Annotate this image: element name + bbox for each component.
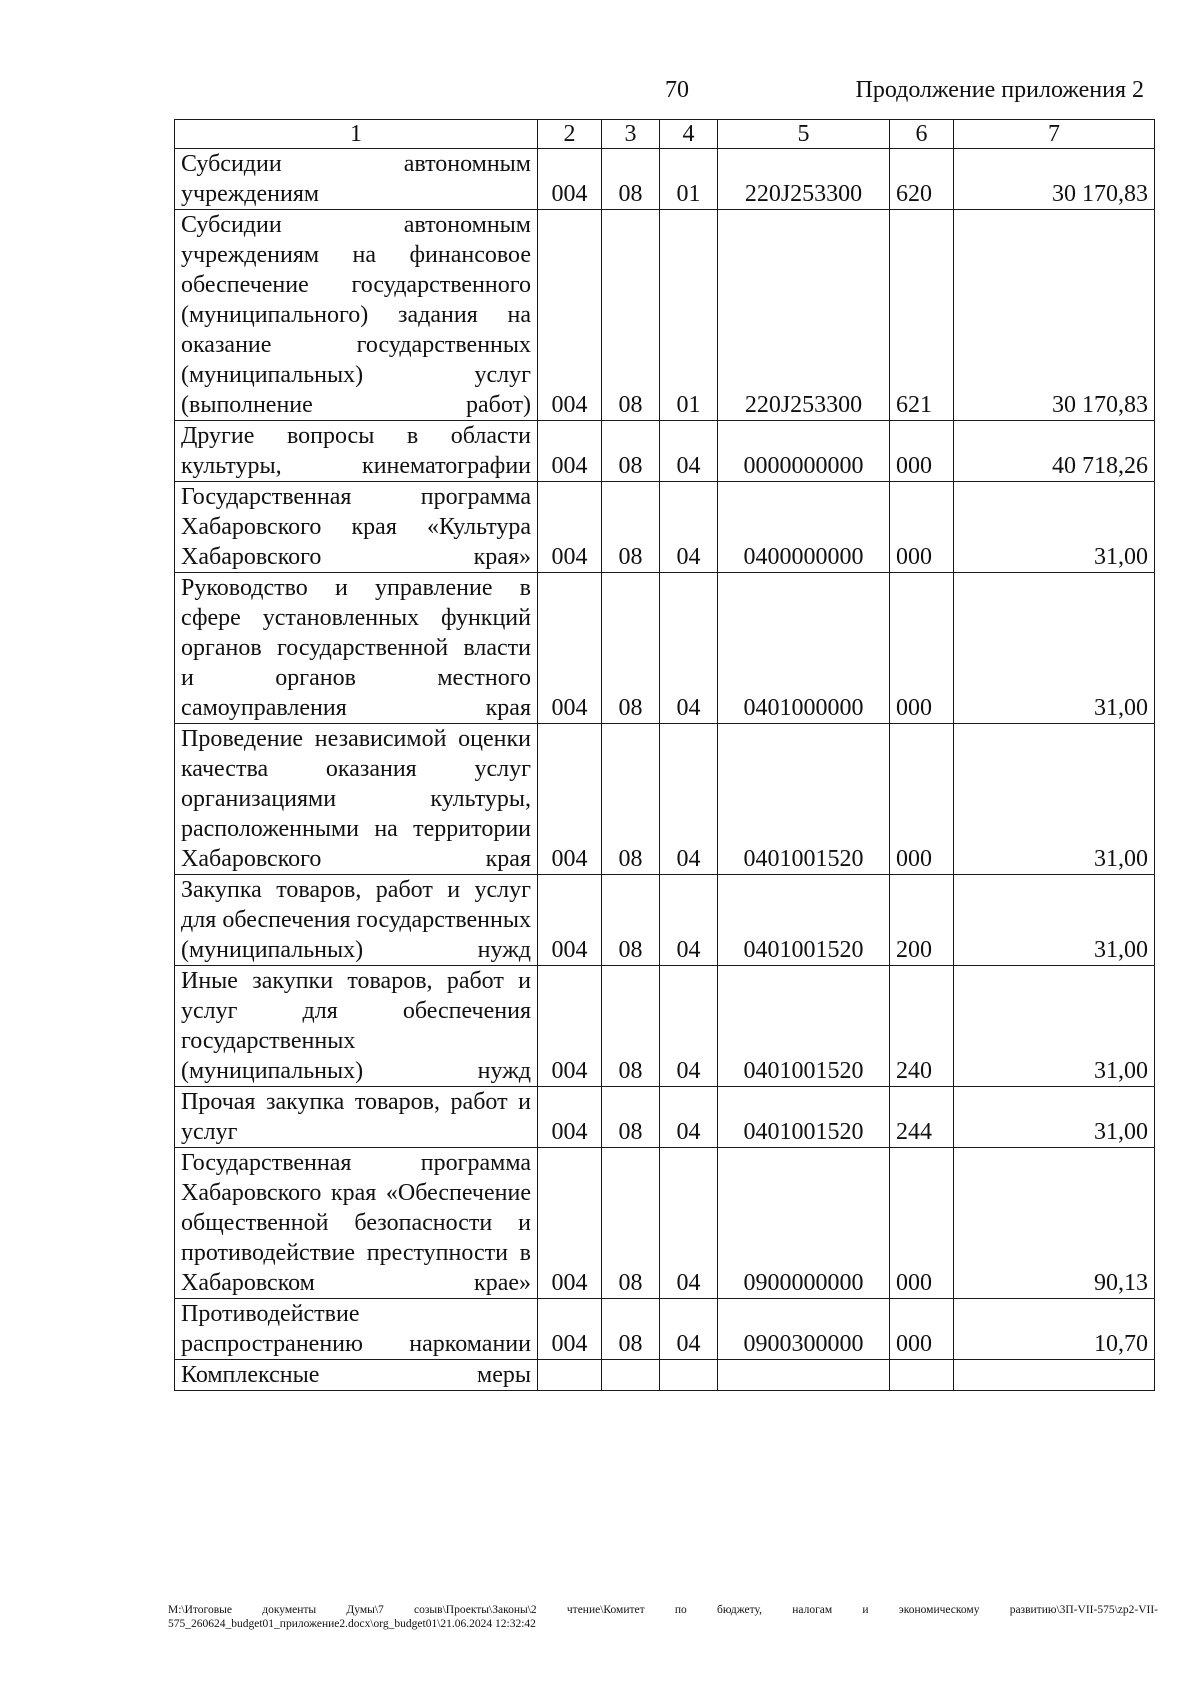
row-code-4: 01 bbox=[660, 149, 718, 210]
row-code-2: 004 bbox=[538, 421, 602, 482]
row-code-6: 000 bbox=[890, 482, 954, 573]
table-row bbox=[175, 149, 1155, 210]
row-code-5: 0900300000 bbox=[718, 1299, 890, 1360]
row-name: Противодействие распространению наркомании bbox=[175, 1299, 538, 1360]
row-code-4: 04 bbox=[660, 482, 718, 573]
row-amount: 30 170,83 bbox=[954, 210, 1155, 421]
table-row bbox=[175, 1148, 1155, 1299]
row-code-5: 220J253300 bbox=[718, 149, 890, 210]
row-amount: 31,00 bbox=[954, 1087, 1155, 1148]
row-code-5: 0401001520 bbox=[718, 875, 890, 966]
row-code-3: 08 bbox=[602, 966, 660, 1087]
table-row bbox=[175, 421, 1155, 482]
row-code-3: 08 bbox=[602, 724, 660, 875]
table-row bbox=[175, 1087, 1155, 1148]
row-name: Закупка товаров, работ и услуг для обеспечения государственных (муниципальных) нужд bbox=[175, 875, 538, 966]
row-code-3: 08 bbox=[602, 1299, 660, 1360]
row-code-4: 04 bbox=[660, 1148, 718, 1299]
row-code-5: 220J253300 bbox=[718, 210, 890, 421]
row-code-6: 000 bbox=[890, 573, 954, 724]
row-code-2 bbox=[538, 1360, 602, 1391]
row-code-6: 000 bbox=[890, 421, 954, 482]
row-code-5: 0000000000 bbox=[718, 421, 890, 482]
page-number: 70 bbox=[665, 77, 689, 103]
row-amount: 31,00 bbox=[954, 966, 1155, 1087]
row-code-4: 04 bbox=[660, 966, 718, 1087]
row-amount: 90,13 bbox=[954, 1148, 1155, 1299]
column-header-7: 7 bbox=[954, 120, 1155, 149]
table-row bbox=[175, 875, 1155, 966]
row-code-2: 004 bbox=[538, 149, 602, 210]
row-name: Прочая закупка товаров, работ и услуг bbox=[175, 1087, 538, 1148]
row-amount: 30 170,83 bbox=[954, 149, 1155, 210]
table-row bbox=[175, 724, 1155, 875]
row-code-3: 08 bbox=[602, 875, 660, 966]
table-row bbox=[175, 573, 1155, 724]
row-name: Субсидии автономным учреждениям на финансовое обеспечение государственного (муниципального) задания на оказание государственных (муниципальных) услуг (выполнение работ) bbox=[175, 210, 538, 421]
row-code-3: 08 bbox=[602, 482, 660, 573]
row-amount: 10,70 bbox=[954, 1299, 1155, 1360]
column-header-4: 4 bbox=[660, 120, 718, 149]
column-header-2: 2 bbox=[538, 120, 602, 149]
column-header-3: 3 bbox=[602, 120, 660, 149]
row-amount: 40 718,26 bbox=[954, 421, 1155, 482]
column-header-1: 1 bbox=[175, 120, 538, 149]
row-code-3 bbox=[602, 1360, 660, 1391]
row-name: Руководство и управление в сфере установленных функций органов государственной власти и органов местного самоуправления края bbox=[175, 573, 538, 724]
row-amount: 31,00 bbox=[954, 724, 1155, 875]
table-row bbox=[175, 210, 1155, 421]
row-name: Иные закупки товаров, работ и услуг для обеспечения государственных (муниципальных) нужд bbox=[175, 966, 538, 1087]
row-code-3: 08 bbox=[602, 421, 660, 482]
row-code-5: 0401001520 bbox=[718, 1087, 890, 1148]
row-code-3: 08 bbox=[602, 210, 660, 421]
row-code-5 bbox=[718, 1360, 890, 1391]
row-code-4: 04 bbox=[660, 573, 718, 724]
row-code-6: 200 bbox=[890, 875, 954, 966]
row-code-2: 004 bbox=[538, 1087, 602, 1148]
header-row bbox=[175, 120, 1155, 149]
row-name: Государственная программа Хабаровского края «Обеспечение общественной безопасности и противодействие преступности в Хабаровском крае» bbox=[175, 1148, 538, 1299]
row-code-6: 000 bbox=[890, 1299, 954, 1360]
row-amount: 31,00 bbox=[954, 573, 1155, 724]
row-amount bbox=[954, 1360, 1155, 1391]
document-path-footer: M:\Итоговые документы Думы\7 созыв\Проекты\Законы\2 чтение\Комитет по бюджету, налогам и экономическому развитию\3П-VII-575\zp2-VII-575_260624_budget01_приложение2.docx\org_budget01\21.06.2024 12:32:42 bbox=[168, 1604, 1158, 1630]
row-code-2: 004 bbox=[538, 1299, 602, 1360]
row-code-6 bbox=[890, 1360, 954, 1391]
row-name: Проведение независимой оценки качества оказания услуг организациями культуры, расположенными на территории Хабаровского края bbox=[175, 724, 538, 875]
row-code-4: 04 bbox=[660, 1299, 718, 1360]
row-code-4 bbox=[660, 1360, 718, 1391]
row-code-5: 0401001520 bbox=[718, 724, 890, 875]
row-code-6: 621 bbox=[890, 210, 954, 421]
continuation-label: Продолжение приложения 2 bbox=[855, 77, 1144, 103]
row-code-5: 0400000000 bbox=[718, 482, 890, 573]
row-name: Субсидии автономным учреждениям bbox=[175, 149, 538, 210]
row-code-3: 08 bbox=[602, 1087, 660, 1148]
row-name: Другие вопросы в области культуры, кинематографии bbox=[175, 421, 538, 482]
row-code-2: 004 bbox=[538, 875, 602, 966]
row-code-6: 244 bbox=[890, 1087, 954, 1148]
row-code-4: 01 bbox=[660, 210, 718, 421]
row-code-6: 000 bbox=[890, 724, 954, 875]
row-code-2: 004 bbox=[538, 482, 602, 573]
row-code-5: 0900000000 bbox=[718, 1148, 890, 1299]
row-code-5: 0401001520 bbox=[718, 966, 890, 1087]
row-code-4: 04 bbox=[660, 724, 718, 875]
table-row bbox=[175, 1299, 1155, 1360]
row-code-6: 620 bbox=[890, 149, 954, 210]
row-code-2: 004 bbox=[538, 724, 602, 875]
row-name: Государственная программа Хабаровского края «Культура Хабаровского края» bbox=[175, 482, 538, 573]
row-code-4: 04 bbox=[660, 1087, 718, 1148]
table-row bbox=[175, 482, 1155, 573]
row-code-2: 004 bbox=[538, 966, 602, 1087]
row-amount: 31,00 bbox=[954, 482, 1155, 573]
row-name: Комплексные меры bbox=[175, 1360, 538, 1391]
row-amount: 31,00 bbox=[954, 875, 1155, 966]
row-code-3: 08 bbox=[602, 1148, 660, 1299]
row-code-4: 04 bbox=[660, 875, 718, 966]
row-code-3: 08 bbox=[602, 573, 660, 724]
row-code-6: 000 bbox=[890, 1148, 954, 1299]
column-header-5: 5 bbox=[718, 120, 890, 149]
row-code-2: 004 bbox=[538, 573, 602, 724]
row-code-3: 08 bbox=[602, 149, 660, 210]
row-code-6: 240 bbox=[890, 966, 954, 1087]
row-code-5: 0401000000 bbox=[718, 573, 890, 724]
budget-table bbox=[174, 119, 1155, 1391]
row-code-2: 004 bbox=[538, 210, 602, 421]
table-row bbox=[175, 1360, 1155, 1391]
row-code-2: 004 bbox=[538, 1148, 602, 1299]
column-header-6: 6 bbox=[890, 120, 954, 149]
row-code-4: 04 bbox=[660, 421, 718, 482]
table-row bbox=[175, 966, 1155, 1087]
